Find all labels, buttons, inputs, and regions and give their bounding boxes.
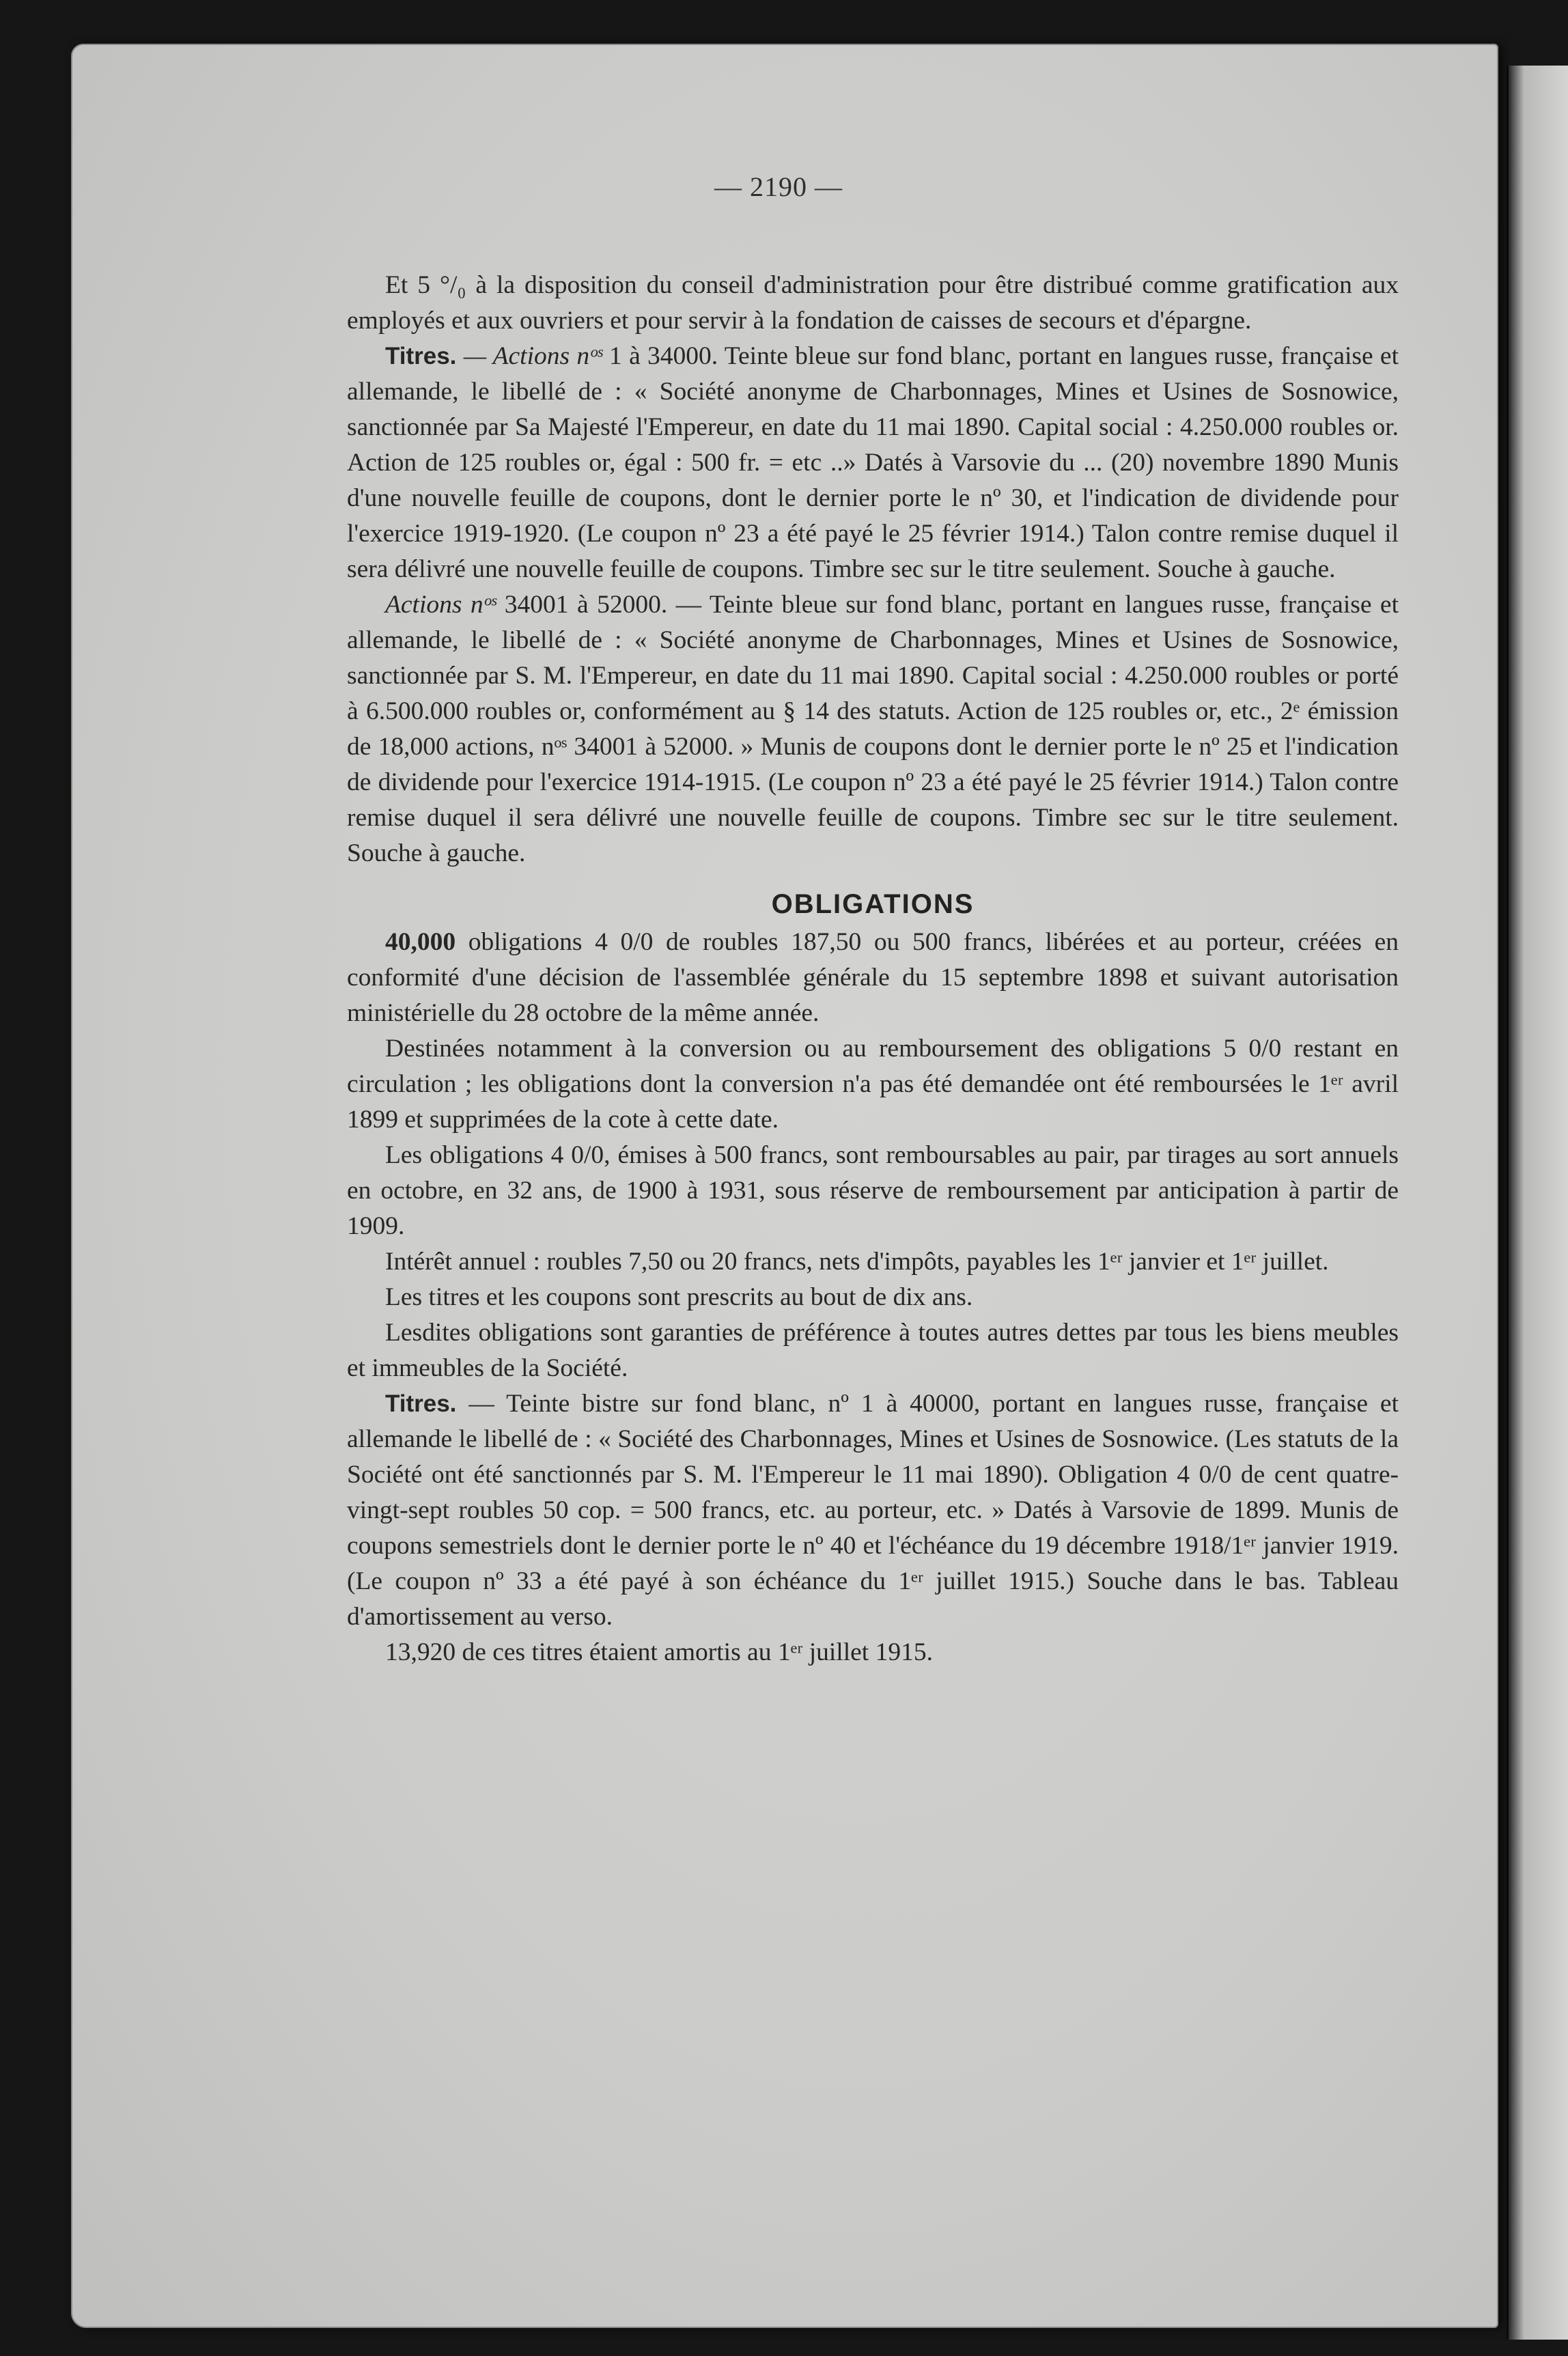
paragraph-titres-obligations <box>347 1386 1399 1635</box>
paragraph-garanties <box>347 1315 1399 1386</box>
paragraph-text: 34001 à 52000. — Teinte bleue sur fond blanc, portant en langues russe, française et allemande, le libellé de : « Société anonyme de Charbonnages, Mines et Usines de Sosnowice, sanctionnée par S. M. l'Empereur, en date du 11 mai 1890. Capital social : 4.250.000 roubles or porté à 6.500.000 roubles or, conformément au § 14 des statuts. Action de 125 roubles or, etc., 2ᵉ émission de 18,000 actions, nᵒˢ 34001 à 52000. » Munis de coupons dont le dernier porte le nº 25 et l'indication de dividende pour l'exercice 1914-1915. (Le coupon nº 23 a été payé le 25 février 1914.) Talon contre remise duquel il sera délivré une nouvelle feuille de coupons. Timbre sec sur le titre seulement. Souche à gauche. <box>347 591 1399 867</box>
paragraph-obligations-issue <box>347 925 1399 1031</box>
page-body <box>347 268 1399 1670</box>
paragraph-lead: Titres. <box>385 1390 457 1417</box>
paragraph-text: Intérêt annuel : roubles 7,50 ou 20 francs, nets d'impôts, payables les 1ᵉʳ janvier et 1ᵉʳ juillet. <box>385 1248 1329 1276</box>
paragraph-text: Et 5 °/₀ à la disposition du conseil d'administration pour être distribué comme gratification aux employés et aux ouvriers et pour servir à la fondation de caisses de secours et d'épargne. <box>347 271 1399 335</box>
paragraph-remboursement <box>347 1138 1399 1244</box>
paragraph-text: 1 à 34000. Teinte bleue sur fond blanc, portant en langues russe, française et allemande, le libellé de : « Société anonyme de Charbonnages, Mines et Usines de Sosnowice, sanctionnée par Sa Majesté l'Empereur, en date du 11 mai 1890. Capital social : 4.250.000 roubles or. Action de 125 roubles or, égal : 500 fr. = etc ..» Datés à Varsovie du ... (20) novembre 1890 Munis d'une nouvelle feuille de coupons, dont le dernier porte le nº 30, et l'indication de dividende pour l'exercice 1919-1920. (Le coupon nº 23 a été payé le 25 février 1914.) Talon contre remise duquel il sera délivré une nouvelle feuille de coupons. Timbre sec sur le titre seulement. Souche à gauche. <box>347 342 1399 583</box>
paragraph-prescription <box>347 1280 1399 1315</box>
paragraph-text: Les obligations 4 0/0, émises à 500 francs, sont remboursables au pair, par tirages au sort annuels en octobre, en 32 ans, de 1900 à 1931, sous réserve de remboursement par anticipation à partir de 1909. <box>347 1141 1399 1240</box>
paragraph-text: — Teinte bistre sur fond blanc, nº 1 à 40000, portant en langues russe, française et allemande le libellé de : « Société des Charbonnages, Mines et Usines de Sosnowice. (Les statuts de la Société ont été sanctionnés par S. M. l'Empereur le 11 mai 1890). Obligation 4 0/0 de cent quatre-vingt-sept roubles 50 cop. = 500 francs, etc. au porteur, etc. » Datés à Varsovie de 1899. Munis de coupons semestriels dont le dernier porte le nº 40 et l'échéance du 19 décembre 1918/1ᵉʳ janvier 1919. (Le coupon nº 33 a été payé à son échéance du 1ᵉʳ juillet 1915.) Souche dans le bas. Tableau d'amortissement au verso. <box>347 1390 1399 1631</box>
paragraph-text: obligations 4 0/0 de roubles 187,50 ou 500 francs, libérées et au porteur, créées en conformité d'une décision de l'assemblée générale du 15 septembre 1898 et suivant autorisation ministérielle du 28 octobre de la même année. <box>347 928 1399 1027</box>
paragraph-text: Lesdites obligations sont garanties de préférence à toutes autres dettes par tous les biens meubles et immeubles de la Société. <box>347 1319 1399 1382</box>
paragraph-lead: 40,000 <box>385 928 456 956</box>
paragraph-text: Destinées notamment à la conversion ou au remboursement des obligations 5 0/0 restant en circulation ; les obligations dont la conversion n'a pas été demandée ont été remboursées le 1ᵉʳ avril 1899 et supprimées de la cote à cette date. <box>347 1035 1399 1134</box>
adjacent-page-edge <box>1507 66 1568 2340</box>
paragraph-conversion <box>347 1031 1399 1138</box>
paragraph-lead-italic: — Actions nᵒˢ <box>463 342 602 370</box>
page-number: — 2190 — <box>714 171 843 202</box>
paragraph-amortis <box>347 1635 1399 1670</box>
paragraph-text: Les titres et les coupons sont prescrits au bout de dix ans. <box>385 1283 973 1311</box>
paragraph-actions-second-issue <box>347 587 1399 871</box>
section-heading-obligations: OBLIGATIONS <box>771 889 975 919</box>
paragraph-lead-italic: Actions nᵒˢ <box>385 591 496 619</box>
paragraph-lead: Titres. <box>385 343 457 369</box>
paragraph-interet <box>347 1244 1399 1280</box>
paragraph-titres-actions <box>347 339 1399 587</box>
paragraph-text: 13,920 de ces titres étaient amortis au 1ᵉʳ juillet 1915. <box>385 1638 933 1666</box>
paragraph-caisses <box>347 268 1399 339</box>
